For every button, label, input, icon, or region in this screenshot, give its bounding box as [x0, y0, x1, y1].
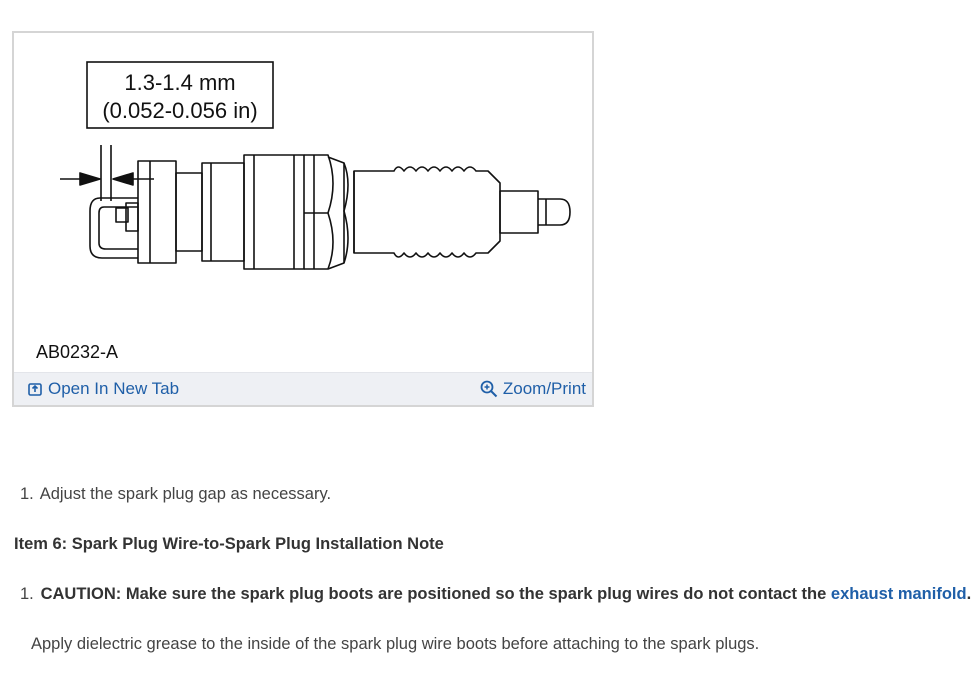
gap-imperial-label: (0.052-0.056 in) — [102, 98, 258, 123]
spark-plug-diagram — [14, 33, 592, 373]
zoom-print-link[interactable] — [480, 379, 586, 399]
caution-text: CAUTION: Make sure the spark plug boots are positioned so the spark plug wires do not contact the — [40, 585, 827, 603]
exhaust-manifold-link[interactable]: exhaust manifold — [830, 585, 967, 603]
list-item — [20, 485, 331, 504]
step-number: 1. — [20, 585, 34, 603]
section-heading: Item 6: Spark Plug Wire-to-Spark Plug Installation Note — [14, 535, 444, 553]
figure-toolbar — [14, 372, 592, 405]
step-number: 1. — [20, 485, 34, 503]
zoom-print-label: Zoom/Print — [502, 379, 586, 398]
figure-container — [12, 31, 594, 407]
gap-metric-label: 1.3-1.4 mm — [124, 70, 236, 95]
zoom-magnifier-icon — [480, 380, 498, 398]
open-in-new-tab-link[interactable] — [28, 379, 179, 399]
step-text: Adjust the spark plug gap as necessary. — [39, 485, 332, 503]
step-body-text: Apply dielectric grease to the inside of the spark plug wire boots before attaching to the spark plugs. — [31, 635, 760, 653]
figure-id-label: AB0232-A — [36, 342, 119, 362]
caution-end: . — [966, 585, 972, 603]
open-new-tab-icon — [28, 382, 43, 396]
open-in-new-tab-label: Open In New Tab — [48, 379, 180, 398]
list-item — [20, 585, 971, 604]
